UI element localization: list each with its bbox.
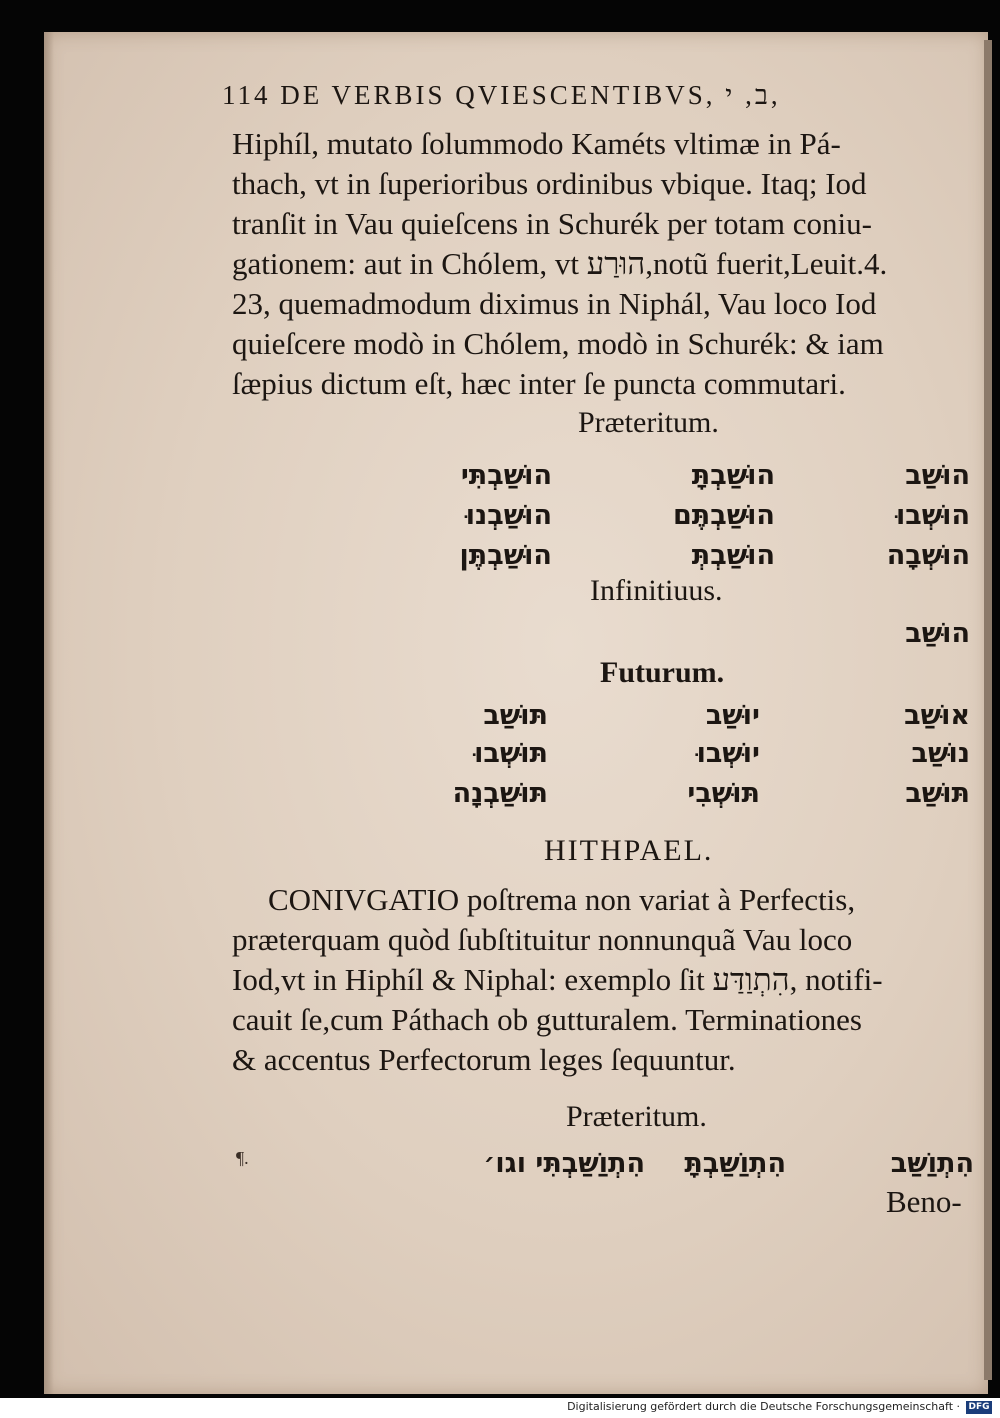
- section-title-futurum: Futurum.: [600, 656, 725, 689]
- section-title-preteritum: Præteritum.: [578, 406, 719, 439]
- section-title-hithpael-preteritum: Præteritum.: [566, 1100, 707, 1133]
- paragraph2-line: Iod,vt in Hiphíl & Niphal: exemplo ſit הִתְוַדַּע, notifi-: [232, 962, 883, 997]
- paragraph2-line: & accentus Perfectorum leges ſequuntur.: [232, 1042, 736, 1077]
- running-header: 114 DE VERBIS QVIESCENTIBVS, ב, י,: [222, 80, 781, 110]
- hebrew-form: הוּשַׁבְתָּ: [691, 460, 775, 491]
- hebrew-form: הוּשַׁבְתֶּן: [459, 540, 552, 571]
- section-title-hithpael: HITHPAEL.: [544, 834, 714, 867]
- section-title-infinitive: Infinitiuus.: [590, 574, 723, 607]
- hebrew-form: תּוּשְׁבוּ: [474, 738, 548, 769]
- hebrew-form: הוּשַׁבְנוּ: [465, 500, 552, 531]
- footer-credit: Digitalisierung gefördert durch die Deutsche Forschungsgemeinschaft ·: [567, 1400, 960, 1413]
- catchword: Beno-: [886, 1184, 962, 1219]
- hebrew-form: יוּשְׁבוּ: [696, 738, 760, 769]
- hebrew-form: הוּשַׁבְתֶּם: [672, 500, 775, 531]
- hebrew-form: הִתְוַשַּׁב: [890, 1148, 974, 1179]
- hebrew-form: יוּשַׁב: [705, 700, 760, 731]
- paragraph1-line: tranſit in Vau quieſcens in Schurék per totam coniu-: [232, 206, 872, 241]
- hebrew-form: תּוּשְׁבִי: [687, 778, 760, 809]
- hebrew-form: הוּשַׁב: [905, 460, 970, 491]
- paragraph1-line: Hiphíl, mutato ſolummodo Kaméts vltimæ in Pá-: [232, 126, 841, 161]
- hebrew-form: נוּשַׁב: [911, 738, 970, 769]
- page-gutter: [44, 32, 54, 1394]
- hebrew-form: אוּשַׁב: [904, 700, 970, 731]
- paragraph1-line: thach, vt in ſuperioribus ordinibus vbique. Itaq; Iod: [232, 166, 867, 201]
- hebrew-form: הוּשְׁבוּ: [895, 500, 970, 531]
- hebrew-form: תּוּשַׁב: [483, 700, 548, 731]
- paragraph2-line: cauit ſe,cum Páthach ob gutturalem. Terminationes: [232, 1002, 862, 1037]
- paragraph2-line: CONIVGATIO poſtrema non variat à Perfectis,: [268, 882, 856, 917]
- paragraph2-line: præterquam quòd ſubſtituitur nonnunquã Vau loco: [232, 922, 853, 957]
- hebrew-form: תּוּשַׁב: [905, 778, 970, 809]
- hebrew-form: הוּשַׁבְתְּ: [691, 540, 775, 571]
- hebrew-form: הִתְוַשַּׁבְתָּ: [684, 1148, 786, 1179]
- hebrew-form: הוּשַׁבְתִּי: [460, 460, 552, 491]
- paragraph1-line: 23, quemadmodum diximus in Niphál, Vau loco Iod: [232, 286, 877, 321]
- hebrew-form: הוּשְׁבָה: [886, 540, 970, 571]
- paragraph1-line: ſæpius dictum eſt, hæc inter ſe puncta commutari.: [232, 366, 846, 401]
- page-edge: [984, 40, 992, 1380]
- dfg-logo: DFG: [966, 1401, 992, 1414]
- margin-mark: ¶.: [236, 1148, 249, 1168]
- paragraph1-line: quieſcere modò in Chólem, modò in Schurék: & iam: [232, 326, 884, 361]
- paragraph1-line: gationem: aut in Chólem, vt הוּרַע,notũ fuerit,Leuit.4.: [232, 246, 888, 281]
- hebrew-form: הוּשַׁב: [905, 618, 970, 649]
- hebrew-form: הִתְוַשַּׁבְתִּי וגו׳: [483, 1148, 645, 1179]
- hebrew-form: תּוּשַׁבְנָה: [452, 778, 548, 809]
